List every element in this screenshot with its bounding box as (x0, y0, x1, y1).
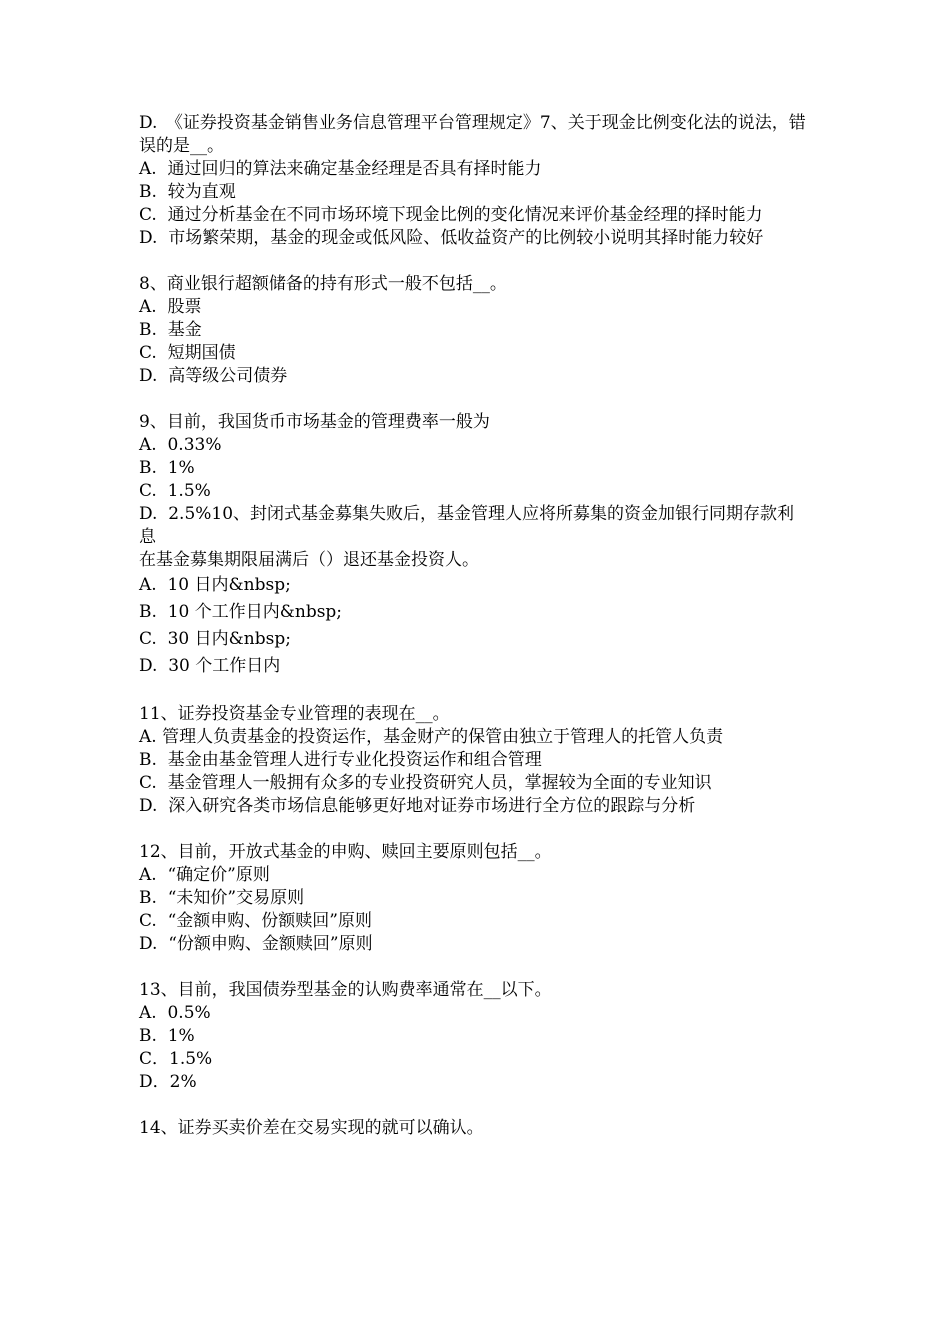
option-a: A. 10 日内&nbsp; (139, 575, 291, 595)
option-d: D. 2.5%10、封闭式基金募集失败后，基金管理人应将所募集的资金加银行同期存款利息 (139, 504, 795, 547)
option-b: B. 基金由基金管理人进行专业化投资运作和组合管理 (139, 750, 542, 770)
option-d: D. “份额申购、金额赎回”原则 (139, 934, 373, 954)
question-text: 12、目前，开放式基金的申购、赎回主要原则包括__。 (139, 842, 552, 862)
option-a: A. 0.33% (139, 435, 222, 455)
option-c: C. “金额申购、份额赎回”原则 (139, 911, 372, 931)
option-d: D. 30 个工作日内 (139, 656, 281, 676)
question-block-8 (139, 273, 809, 388)
question-block-13 (139, 979, 809, 1094)
question-block-14 (139, 1117, 809, 1140)
question-text: 14、证券买卖价差在交易实现的就可以确认。 (139, 1118, 484, 1138)
option-a: A. 通过回归的算法来确定基金经理是否具有择时能力 (139, 159, 542, 179)
document-page (139, 112, 809, 1140)
option-c: C．1.5% (139, 1049, 213, 1069)
question-text: 8、商业银行超额储备的持有形式一般不包括__。 (139, 274, 507, 294)
option-c: C. 基金管理人一般拥有众多的专业投资研究人员，掌握较为全面的专业知识 (139, 773, 712, 793)
option-d: D. 市场繁荣期，基金的现金或低风险、低收益资产的比例较小说明其择时能力较好 (139, 228, 764, 248)
option-d: D．2% (139, 1072, 197, 1092)
option-c: C. 1.5% (139, 481, 211, 501)
option-d: D. 高等级公司债券 (139, 366, 288, 386)
paragraph-gap (139, 818, 809, 841)
option-b: B. 1% (139, 1026, 195, 1046)
paragraph-gap (139, 388, 809, 411)
paragraph-gap (139, 680, 809, 703)
option-b: B. 基金 (139, 320, 202, 340)
paragraph-gap (139, 956, 809, 979)
question-block-11 (139, 703, 809, 818)
option-b: B. 较为直观 (139, 182, 236, 202)
option-c: C. 短期国债 (139, 343, 236, 363)
option-a: A. 0.5% (139, 1003, 211, 1023)
option-c: C. 30 日内&nbsp; (139, 629, 291, 649)
option-b: B. 10 个工作日内&nbsp; (139, 602, 343, 622)
question-text: 13、目前，我国债券型基金的认购费率通常在__以下。 (139, 980, 552, 1000)
option-a: A. 管理人负责基金的投资运作，基金财产的保管由独立于管理人的托管人负责 (139, 727, 724, 747)
option-d: D. 深入研究各类市场信息能够更好地对证券市场进行全方位的跟踪与分析 (139, 796, 696, 816)
question-text-continued: 在基金募集期限届满后（）退还基金投资人。 (139, 550, 479, 570)
option-a: A. “确定价”原则 (139, 865, 270, 885)
question-block-12 (139, 841, 809, 956)
option-b: B. “未知价”交易原则 (139, 888, 305, 908)
option-c: C. 通过分析基金在不同市场环境下现金比例的变化情况来评价基金经理的择时能力 (139, 205, 763, 225)
paragraph-gap (139, 1094, 809, 1117)
question-block-9-10 (139, 411, 809, 680)
question-text: 11、证券投资基金专业管理的表现在__。 (139, 704, 450, 724)
question-text: D. 《证券投资基金销售业务信息管理平台管理规定》7、关于现金比例变化法的说法，错误的是__。 (139, 113, 806, 156)
option-a: A. 股票 (139, 297, 202, 317)
paragraph-gap (139, 250, 809, 273)
question-text: 9、目前，我国货币市场基金的管理费率一般为 (139, 412, 490, 432)
question-block-7 (139, 112, 809, 250)
option-b: B. 1% (139, 458, 195, 478)
